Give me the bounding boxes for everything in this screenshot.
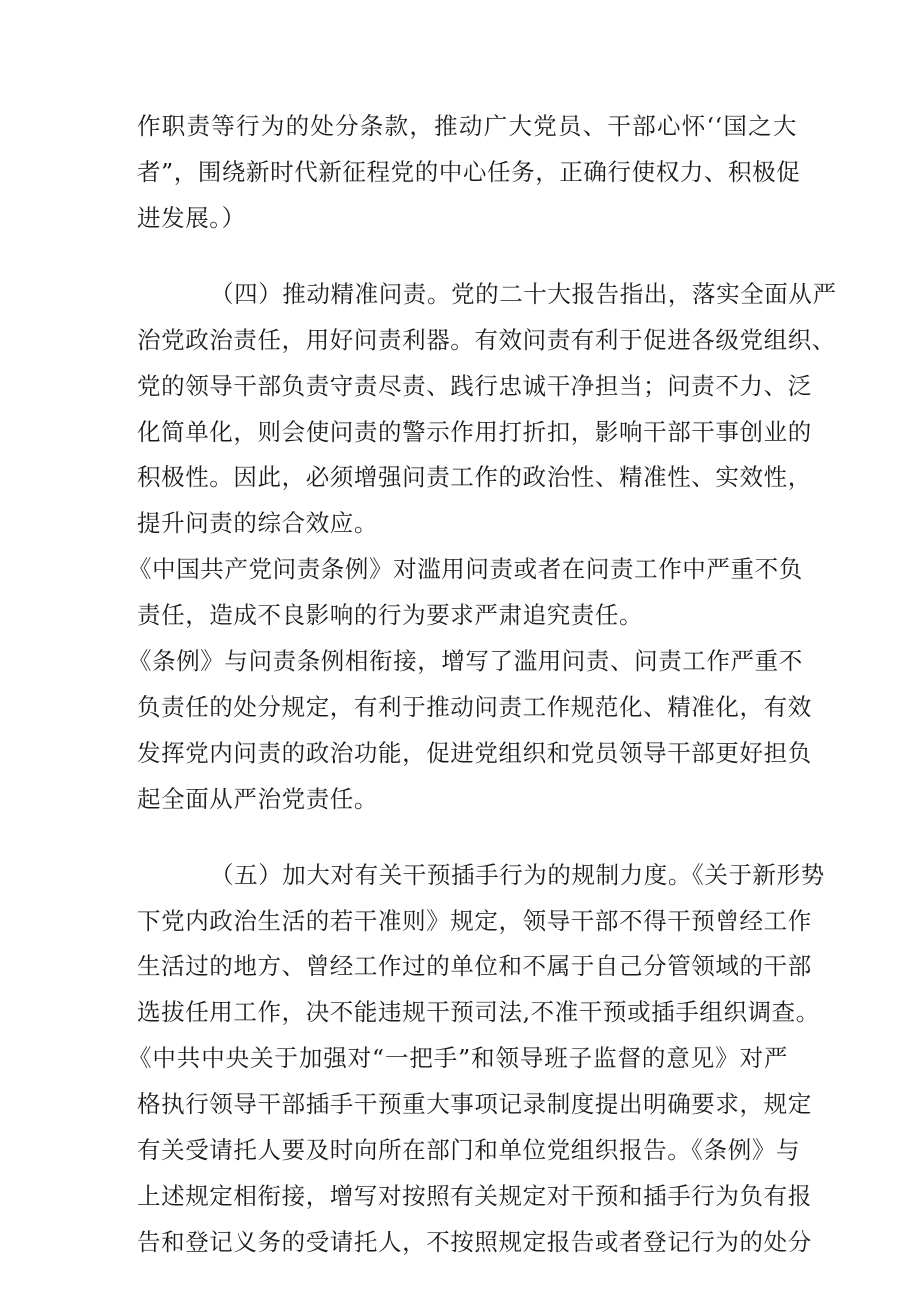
text-line: 起全面从严治党责任。 <box>137 785 378 813</box>
text-line: 上述规定相衔接，增写对按照有关规定对干预和插手行为负有报 <box>137 1182 812 1210</box>
text-line: 《条例》与问责条例相衔接，增写了滥用问责、问责工作严重不 <box>128 647 803 675</box>
text-line: 负责任的处分规定，有利于推动问责工作规范化、精准化，有效 <box>137 693 812 721</box>
text-line: 有关受请托人要及时向所在部门和单位党组织报告。《条例》与 <box>137 1136 801 1164</box>
text-line: 发挥党内问责的政治功能，促进党组织和党员领导干部更好担负 <box>137 739 812 767</box>
text-line: 积极性。因此，必须增强问责工作的政治性、精准性、实效性， <box>137 463 812 491</box>
text-line: 进发展。） <box>137 204 246 232</box>
text-line: 选拔任用工作，决不能违规干预司法,不准干预或插手组织调查。 <box>137 998 820 1026</box>
text-line: 告和登记义务的受请托人，不按照规定报告或者登记行为的处分 <box>137 1228 812 1256</box>
text-line: 提升问责的综合效应。 <box>137 509 378 537</box>
text-line: 格执行领导干部插手干预重大事项记录制度提出明确要求，规定 <box>137 1090 812 1118</box>
text-line: 作职责等行为的处分条款，推动广大党员、干部心怀‘‘国之大 <box>137 112 797 140</box>
text-line: 《中共中央关于加强对“一把手”和领导班子监督的意见》对严 <box>128 1044 788 1072</box>
text-line: 者”，围绕新时代新征程党的中心任务，正确行使权力、积极促 <box>137 158 801 186</box>
text-line: 《中国共产党问责条例》对滥用问责或者在问责工作中严重不负 <box>128 555 803 583</box>
text-line: 党的领导干部负责守责尽责、践行忠诚干净担当；问责不力、泛 <box>137 372 812 400</box>
text-line: 责任，造成不良影响的行为要求严肃追究责任。 <box>137 601 644 629</box>
text-line: 化简单化，则会使问责的警示作用打折扣，影响干部干事创业的 <box>137 418 812 446</box>
text-line: （四）推动精准问责。党的二十大报告指出，落实全面从严 <box>210 280 837 308</box>
text-line: 下党内政治生活的若干准则》规定，领导干部不得干预曾经工作 <box>137 907 812 935</box>
text-line: （五）加大对有关干预插手行为的规制力度。《关于新形势 <box>210 861 825 889</box>
text-line: 治党政治责任，用好问责利器。有效问责有利于促进各级党组织、 <box>137 326 836 354</box>
text-line: 生活过的地方、曾经工作过的单位和不属于自己分管领域的干部 <box>137 952 812 980</box>
